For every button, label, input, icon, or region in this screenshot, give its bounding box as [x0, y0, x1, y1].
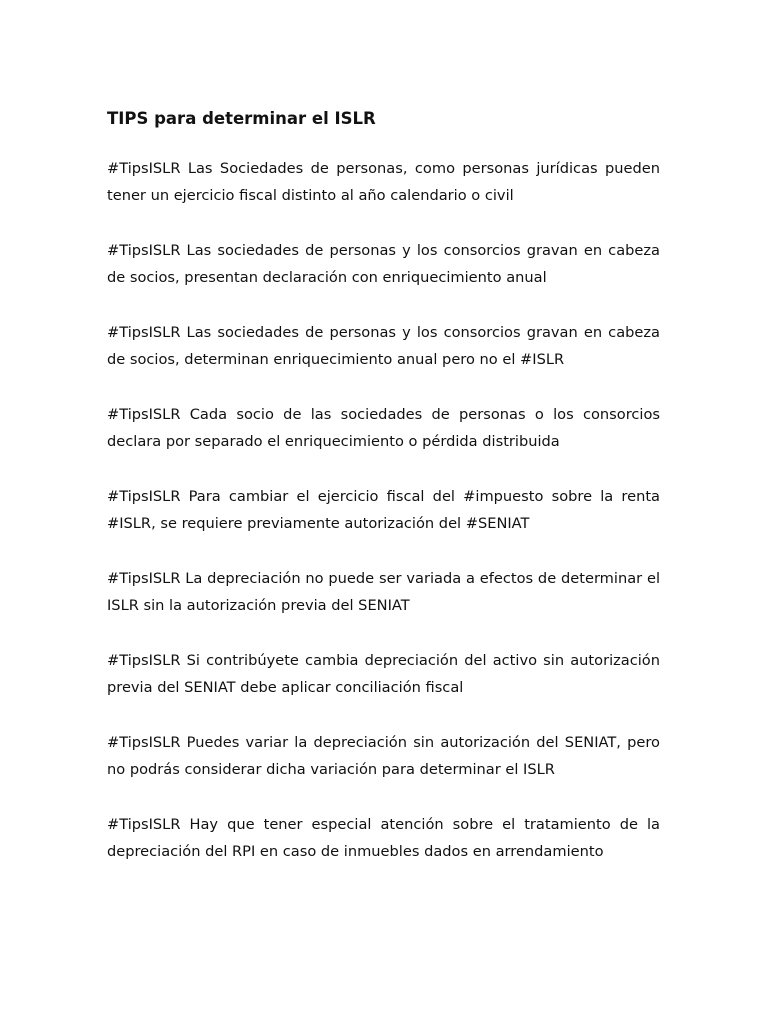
tip-paragraph: #TipsISLR Hay que tener especial atención sobre el tratamiento de la depreciación del RPI en caso de inmuebles dados en arrendamiento [107, 816, 660, 860]
tip-paragraph: #TipsISLR Para cambiar el ejercicio fiscal del #impuesto sobre la renta #ISLR, se requiere previamente autorización del #SENIAT [107, 488, 660, 532]
document-page [107, 108, 660, 893]
tip-paragraph: #TipsISLR Las Sociedades de personas, como personas jurídicas pueden tener un ejercicio fiscal distinto al año calendario o civil [107, 160, 660, 204]
tip-paragraph: #TipsISLR Cada socio de las sociedades de personas o los consorcios declara por separado el enriquecimiento o pérdida distribuida [107, 406, 660, 450]
tips-list [107, 155, 660, 865]
tip-paragraph: #TipsISLR Si contribúyete cambia depreciación del activo sin autorización previa del SENIAT debe aplicar conciliación fiscal [107, 652, 660, 696]
tip-paragraph: #TipsISLR Las sociedades de personas y los consorcios gravan en cabeza de socios, presentan declaración con enriquecimiento anual [107, 242, 660, 286]
tip-paragraph: #TipsISLR Las sociedades de personas y los consorcios gravan en cabeza de socios, determinan enriquecimiento anual pero no el #ISLR [107, 324, 660, 368]
tip-paragraph: #TipsISLR La depreciación no puede ser variada a efectos de determinar el ISLR sin la autorización previa del SENIAT [107, 570, 660, 614]
document-title: TIPS para determinar el ISLR [107, 109, 376, 128]
tip-paragraph: #TipsISLR Puedes variar la depreciación sin autorización del SENIAT, pero no podrás considerar dicha variación para determinar el ISLR [107, 734, 660, 778]
